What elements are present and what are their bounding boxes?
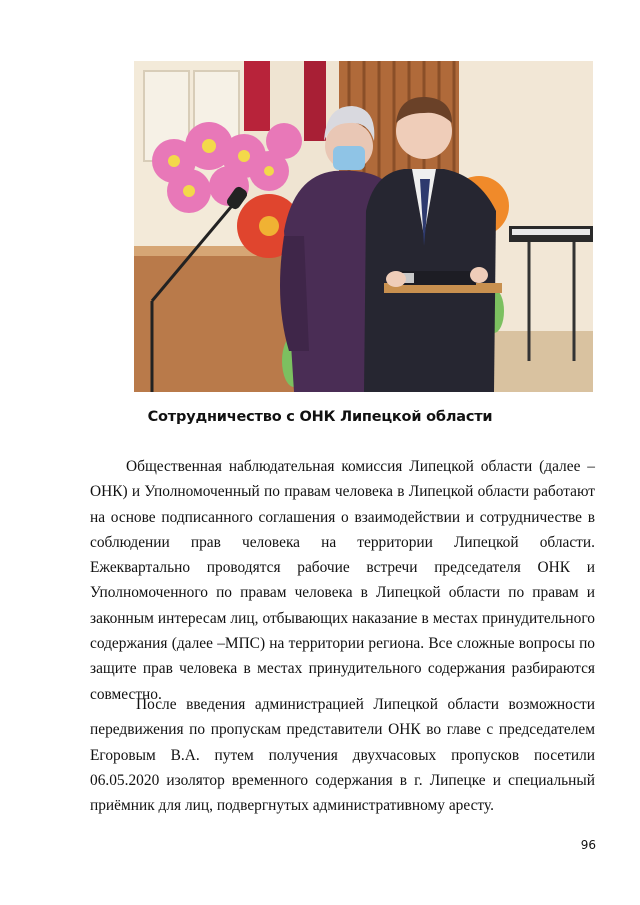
paragraph-2: После введения администрацией Липецкой области возможности передвижения по пропускам представители ОНК во главе с председателем Егоровым В.А. путем получения двухчасовых пропусков посетили 06.05.2020 изолятор временного содержания в г. Липецке и специальный приёмник для лиц, подвергнутых административному аресту. xyxy=(90,696,595,815)
page-number: 96 xyxy=(580,838,596,852)
photo-caption: Сотрудничество с ОНК Липецкой области xyxy=(147,409,493,425)
paragraph-1: Общественная наблюдательная комиссия Липецкой области (далее – ОНК) и Уполномоченный по правам человека в Липецкой области работают на основе подписанного соглашения о взаимодействии и сотрудничестве в соблюдении прав человека на территории Липецкой области. Ежеквартально проводятся рабочие встречи председателя ОНК и Уполномоченного по правам человека в Липецкой области по правам и законным интересам лиц, отбывающих наказание в местах принудительного содержания (далее –МПС) на территории региона. Все сложные вопросы по защите прав человека в местах принудительного содержания разбираются совместно. xyxy=(90,458,595,703)
ceremony-photo xyxy=(134,61,593,392)
